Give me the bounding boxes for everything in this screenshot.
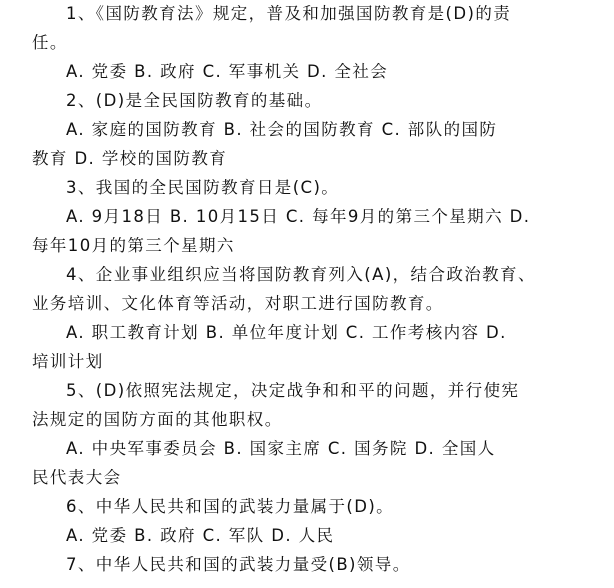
question-3-line-1: 3、我国的全民国防教育日是(C)。 [66,178,340,197]
question-2-options-line-1: A. 家庭的国防教育 B. 社会的国防教育 C. 部队的国防 [66,120,498,139]
question-7-line-1: 7、中华人民共和国的武装力量受(B)领导。 [66,555,411,574]
question-3-options-line-2: 每年10月的第三个星期六 [32,236,235,255]
question-4-line-2: 业务培训、文化体育等活动，对职工进行国防教育。 [32,294,444,313]
question-5-line-2: 法规定的国防方面的其他职权。 [32,410,283,429]
question-2-options-line-2: 教育 D. 学校的国防教育 [32,149,228,168]
question-3-options-line-1: A. 9月18日 B. 10月15日 C. 每年9月的第三个星期六 D. [66,207,531,226]
question-5-options-line-1: A. 中央军事委员会 B. 国家主席 C. 国务院 D. 全国人 [66,439,496,458]
question-1-options: A. 党委 B. 政府 C. 军事机关 D. 全社会 [66,62,389,81]
question-4-line-1: 4、企业事业组织应当将国防教育列入(A)，结合政治教育、 [66,265,536,284]
question-4-options-line-2: 培训计划 [32,352,104,371]
question-4-options-line-1: A. 职工教育计划 B. 单位年度计划 C. 工作考核内容 D. [66,323,507,342]
question-2-line-1: 2、(D)是全民国防教育的基础。 [66,91,323,110]
question-1-line-2: 任。 [32,33,68,52]
question-6-line-1: 6、中华人民共和国的武装力量属于(D)。 [66,497,395,516]
question-5-options-line-2: 民代表大会 [32,468,122,487]
question-6-options: A. 党委 B. 政府 C. 军队 D. 人民 [66,526,335,545]
question-5-line-1: 5、(D)依照宪法规定，决定战争和和平的问题，并行使宪 [66,381,520,400]
question-1-line-1: 1、《国防教育法》规定，普及和加强国防教育是(D)的责 [66,4,512,23]
